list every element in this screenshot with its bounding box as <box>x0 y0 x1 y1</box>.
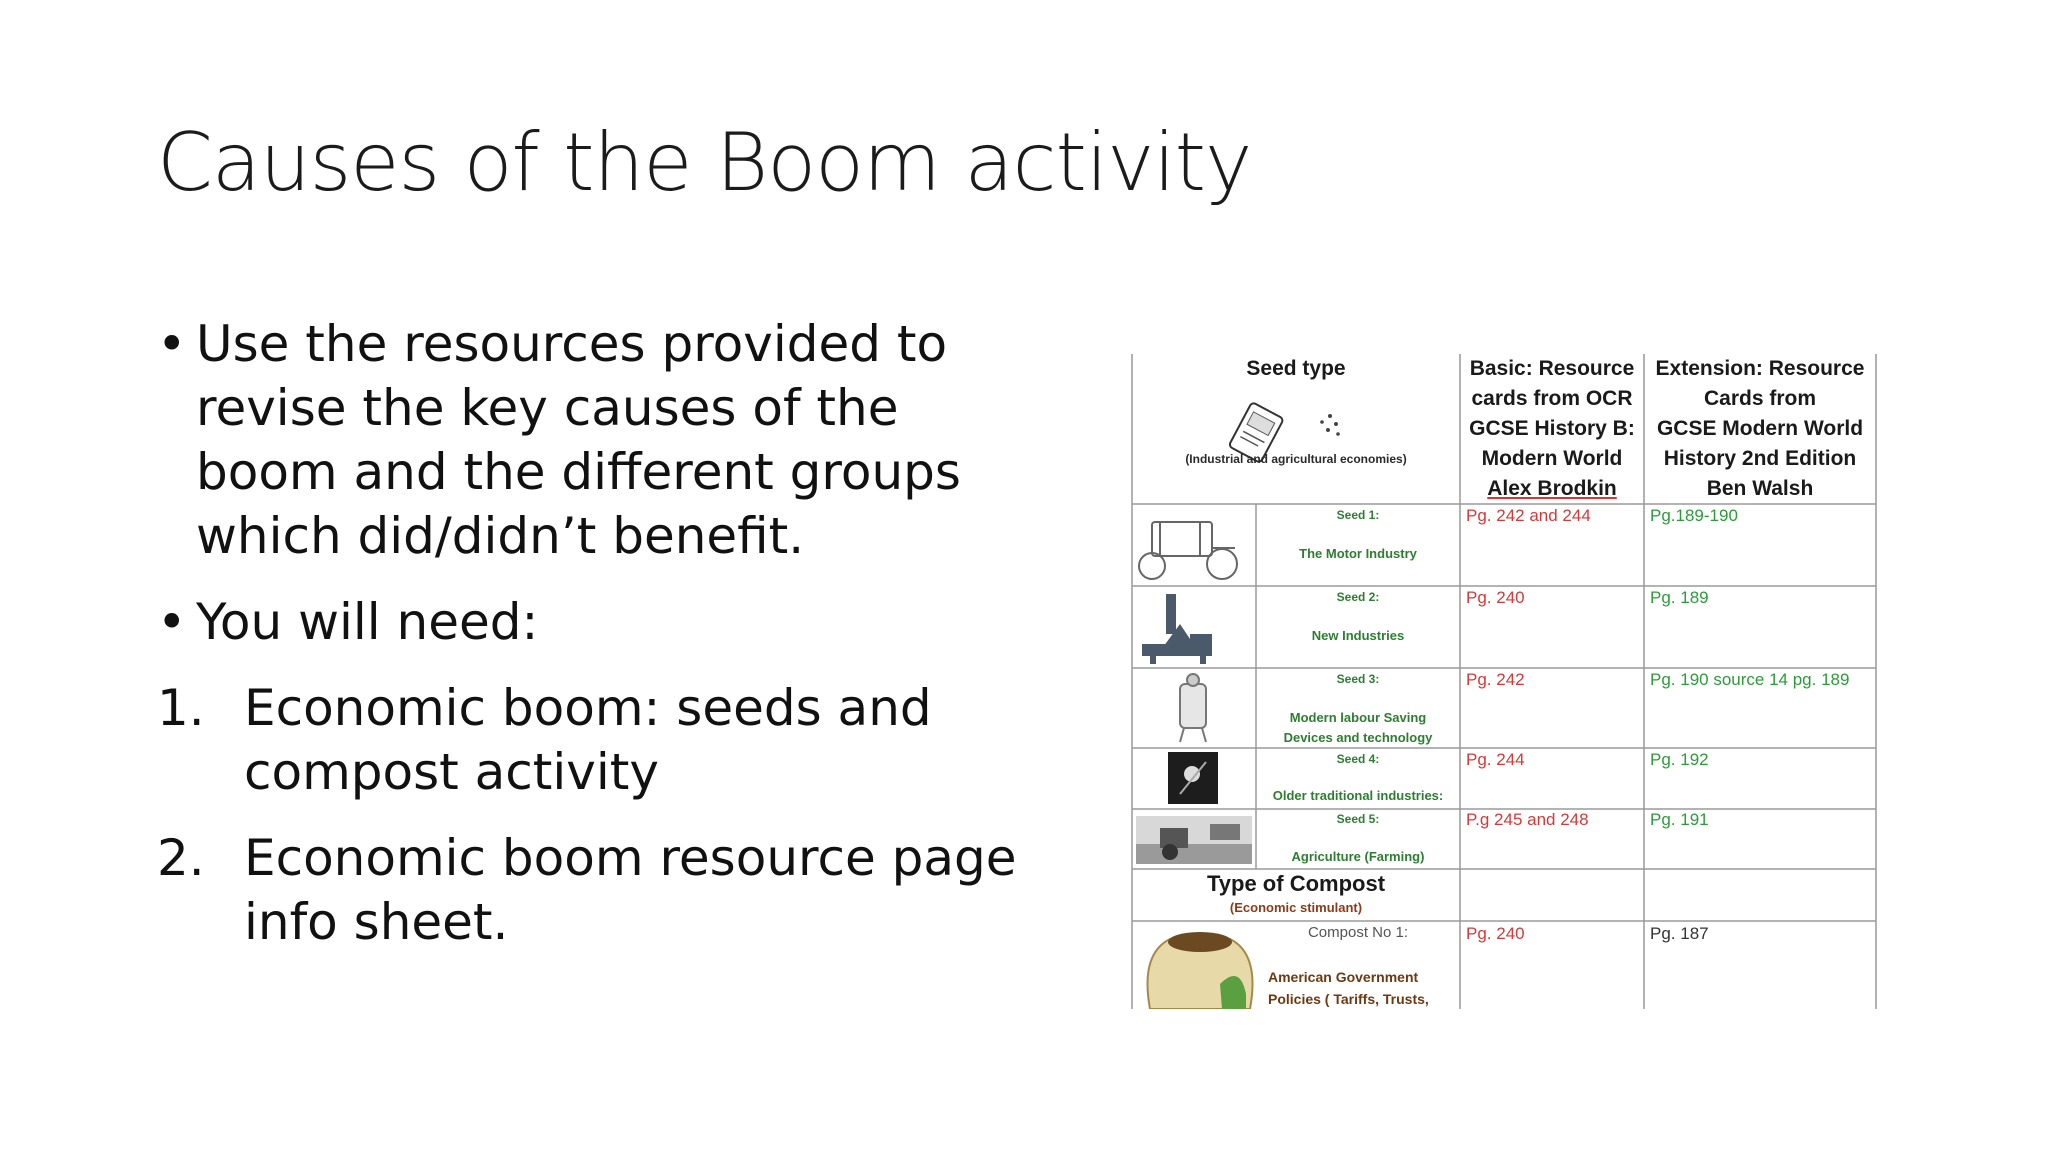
seed-2-extension: Pg. 189 <box>1650 588 1709 607</box>
seed-2-basic: Pg. 240 <box>1466 588 1525 607</box>
seeds-icon <box>1320 414 1340 436</box>
header-extension-line: Extension: Resource <box>1655 357 1865 380</box>
numbered-line: compost activity <box>244 743 659 801</box>
seed-1-basic: Pg. 242 and 244 <box>1466 506 1591 525</box>
numbered-line: Economic boom: seeds and <box>244 679 932 737</box>
seed-3-label: Seed 3: <box>1336 672 1380 686</box>
compost-1-name <box>1268 966 1429 1009</box>
resource-table-image <box>1130 354 1878 1009</box>
seed-5-name: Agriculture (Farming) <box>1291 849 1425 864</box>
mining-icon <box>1168 752 1218 804</box>
bullet-marker: • <box>157 593 187 651</box>
seed-3-name-line: Modern labour Saving <box>1289 710 1427 725</box>
bullet-line: boom and the different groups <box>196 443 961 501</box>
seed-5-basic: P.g 245 and 248 <box>1466 810 1589 829</box>
seed-5-extension: Pg. 191 <box>1650 810 1709 829</box>
compost-header: Type of Compost <box>1206 871 1386 896</box>
industry-icon <box>1142 594 1212 664</box>
seed-2-label: Seed 2: <box>1336 590 1380 604</box>
number-marker: 1. <box>157 679 205 737</box>
compost-1-label: Compost No 1: <box>1307 924 1409 941</box>
numbered-line: info sheet. <box>244 893 509 951</box>
header-extension-line: GCSE Modern World <box>1656 417 1864 440</box>
slide-title: Causes of the Boom activity <box>157 116 1252 209</box>
seed-4-basic: Pg. 244 <box>1466 750 1525 769</box>
car-icon <box>1139 522 1237 579</box>
seed-2-name: New Industries <box>1311 628 1405 643</box>
bullet-line: Use the resources provided to <box>196 315 948 373</box>
seed-4-label: Seed 4: <box>1336 752 1380 766</box>
header-basic <box>1460 354 1644 504</box>
numbered-item-1 <box>157 676 1037 804</box>
seed-4-extension: Pg. 192 <box>1650 750 1709 769</box>
seed-3-extension: Pg. 190 source 14 pg. 189 <box>1650 670 1850 689</box>
compost-1-name-line: Policies ( Tariffs, Trusts, <box>1268 991 1429 1007</box>
seed-3-basic: Pg. 242 <box>1466 670 1525 689</box>
seed-5-label: Seed 5: <box>1336 812 1380 826</box>
bullet-line: revise the key causes of the <box>196 379 899 437</box>
farm-icon <box>1136 816 1252 864</box>
seed-3-name <box>1256 708 1460 748</box>
seed-4-name: Older traditional industries: <box>1272 788 1444 803</box>
seed-3-name-line: Devices and technology <box>1283 730 1433 745</box>
seed-1-name: The Motor Industry <box>1299 546 1417 561</box>
header-extension <box>1644 354 1876 504</box>
compost-1-basic: Pg. 240 <box>1466 924 1525 943</box>
bullet-item-resources <box>157 312 1037 568</box>
header-extension-line: Ben Walsh <box>1706 477 1814 500</box>
header-basic-line: Modern World <box>1481 447 1623 470</box>
compost-1-name-line: American Government <box>1268 969 1419 985</box>
slide-body <box>157 312 1037 976</box>
bullet-marker: • <box>157 315 187 373</box>
header-extension-line: History 2nd Edition <box>1663 447 1857 470</box>
bullet-line: which did/didn’t benefit. <box>196 507 805 565</box>
header-extension-line: Cards from <box>1703 387 1817 410</box>
bullet-item-need <box>157 590 1037 654</box>
compost-subheader: (Economic stimulant) <box>1229 900 1363 915</box>
compost-sack-icon <box>1148 932 1253 1009</box>
header-basic-line: Alex Brodkin <box>1487 477 1617 500</box>
numbered-item-2 <box>157 826 1037 954</box>
appliance-icon <box>1180 674 1206 742</box>
seed-1-extension: Pg.189-190 <box>1650 506 1738 525</box>
numbered-line: Economic boom resource page <box>244 829 1017 887</box>
bullet-line: You will need: <box>196 593 539 651</box>
header-seed-type: Seed type <box>1246 357 1346 380</box>
header-seed-type-sub: (Industrial and agricultural economies) <box>1185 452 1407 466</box>
header-basic-line: cards from OCR <box>1471 387 1633 410</box>
seed-1-label: Seed 1: <box>1336 508 1380 522</box>
number-marker: 2. <box>157 829 205 887</box>
compost-1-extension: Pg. 187 <box>1650 924 1709 943</box>
header-basic-line: Basic: Resource <box>1469 357 1635 380</box>
header-basic-line: GCSE History B: <box>1469 417 1635 440</box>
